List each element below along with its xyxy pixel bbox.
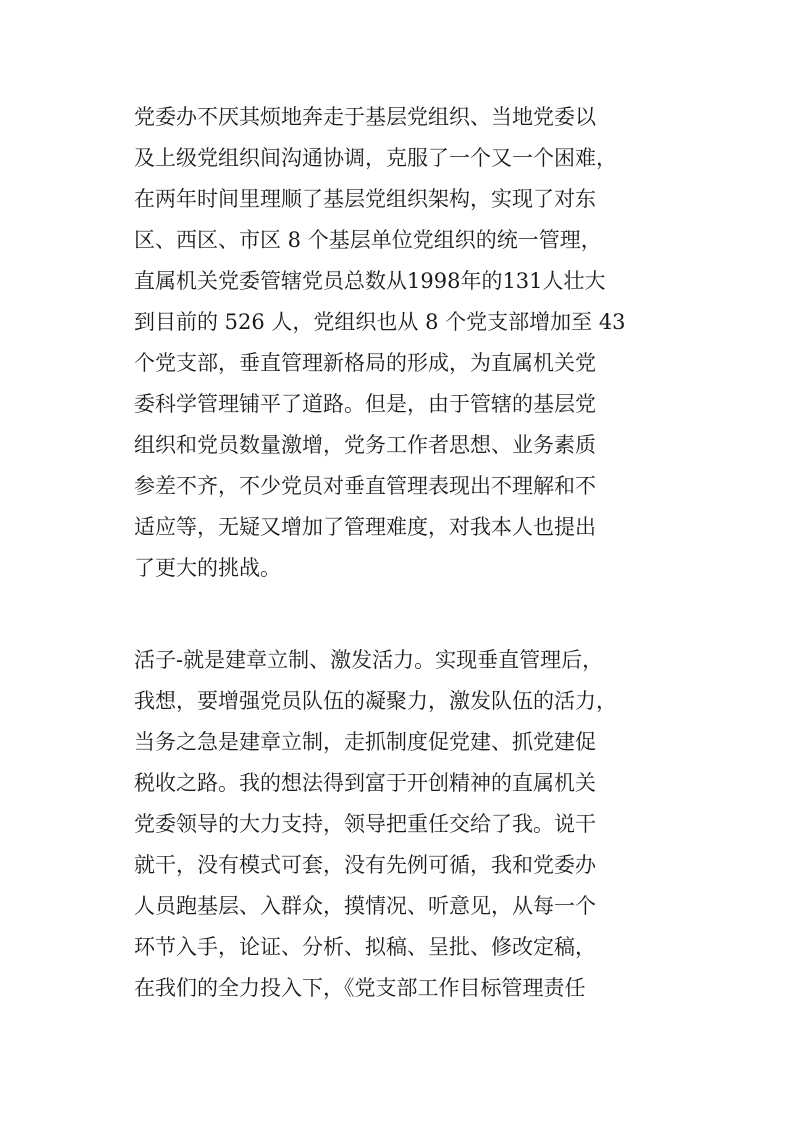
text-line: 在我们的全力投入下，《党支部工作目标管理责任	[134, 976, 586, 1000]
text-line: 党委办不厌其烦地奔走于基层党组织、当地党委以	[134, 105, 596, 129]
text-line: 适应等，无疑又增加了管理难度，对我本人也提出	[134, 515, 596, 539]
text-line: 党委领导的大力支持，领导把重任交给了我。说干	[134, 812, 596, 836]
text-line: 环节入手，论证、分析、拟稿、呈批、修改定稿，	[134, 935, 596, 959]
text-line: 了更大的挑战。	[134, 556, 281, 580]
text-line: 组织和党员数量激增，党务工作者思想、业务素质	[134, 433, 596, 457]
paragraph-1	[134, 97, 674, 589]
text-line: 人员跑基层、入群众，摸情况、听意见，从每一个	[134, 894, 596, 918]
text-line: 个党支部，垂直管理新格局的形成，为直属机关党	[134, 351, 596, 375]
text-line: 委科学管理铺平了道路。但是，由于管辖的基层党	[134, 392, 596, 416]
text-line: 活子-就是建章立制、激发活力。实现垂直管理后，	[134, 648, 604, 672]
text-line: 到目前的 526 人，党组织也从 8 个党支部增加至 43	[134, 310, 626, 334]
text-line: 我想，要增强党员队伍的凝聚力，激发队伍的活力，	[134, 689, 617, 713]
text-line: 就干，没有模式可套，没有先例可循，我和党委办	[134, 853, 596, 877]
text-line: 在两年时间里理顺了基层党组织架构，实现了对东	[134, 187, 596, 211]
text-line: 当务之急是建章立制，走抓制度促党建、抓党建促	[134, 730, 596, 754]
paragraph-2	[134, 640, 674, 1009]
text-line: 参差不齐，不少党员对垂直管理表现出不理解和不	[134, 474, 596, 498]
text-line: 区、西区、市区 8 个基层单位党组织的统一管理，	[134, 228, 602, 252]
text-line: 税收之路。我的想法得到富于开创精神的直属机关	[134, 771, 596, 795]
text-line: 直属机关党委管辖党员总数从1998年的131人壮大	[134, 269, 606, 293]
text-line: 及上级党组织间沟通协调，克服了一个又一个困难，	[134, 146, 617, 170]
